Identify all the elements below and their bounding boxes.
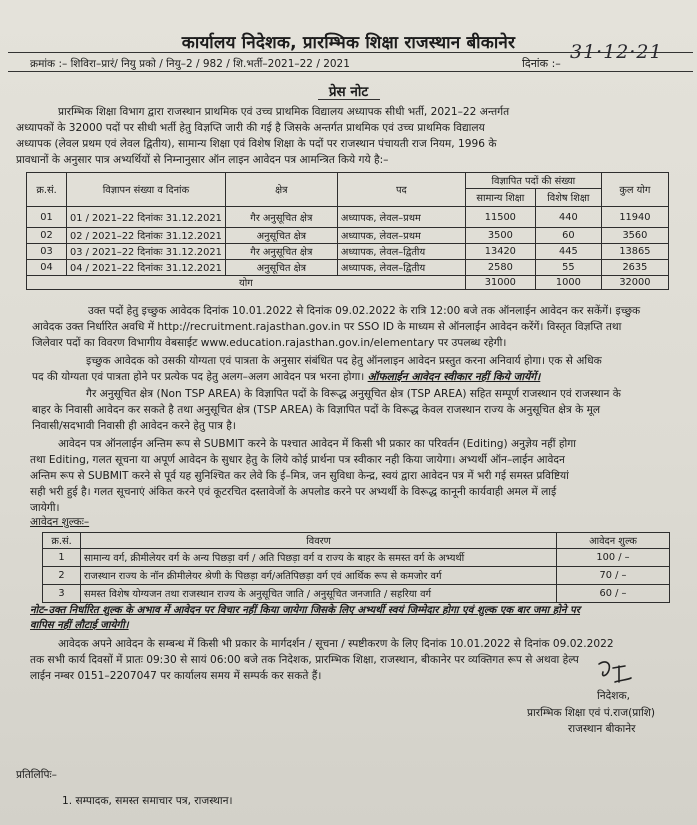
date-label: दिनांक :– <box>522 57 561 70</box>
col-notification: विज्ञापन संख्या व दिनांक <box>67 173 226 207</box>
cell-sno: 01 <box>27 207 67 228</box>
intro-line-1: प्रारम्भिक शिक्षा विभाग द्वारा राजस्थान प्राथमिक एवं उच्च प्राथमिक विद्यालय अध्यापक सीधी भर्ती, 2021–22 अन्तर्गत <box>58 106 510 118</box>
cell-general: 2580 <box>465 260 535 276</box>
fee-col-desc: विवरण <box>81 533 557 549</box>
cell-notification: 04 / 2021–22 दिनांकः 31.12.2021 <box>67 260 226 276</box>
cell-general: 11500 <box>465 207 535 228</box>
cell-area: अनुसूचित क्षेत्र <box>225 228 337 244</box>
copy-heading: प्रतिलिपिः– <box>16 769 57 781</box>
title-underline <box>318 99 380 100</box>
fee-table <box>42 532 670 603</box>
fee-col-sno: क्र.सं. <box>43 533 81 549</box>
cell-special: 60 <box>535 228 601 244</box>
eligibility-text: पद की योग्यता एवं पात्रता होने पर प्रत्येक पद हेतु अलग–अलग आवेदन पत्र भरना होगा। <box>32 371 365 383</box>
cell-post: अध्यापक, लेवल–प्रथम <box>337 228 465 244</box>
cell-post: अध्यापक, लेवल–प्रथम <box>337 207 465 228</box>
eligibility-line-2 <box>32 369 540 385</box>
vacancy-table <box>26 172 669 290</box>
cell-notification: 02 / 2021–22 दिनांकः 31.12.2021 <box>67 228 226 244</box>
intro-line-4: प्रावधानों के अनुसार पात्र अभ्यर्थियों से निम्नानुसार ऑन लाइन आवेदन पत्र आमन्त्रित किये गये है:– <box>16 154 389 166</box>
signature-mark <box>595 658 635 686</box>
total-general: 31000 <box>465 276 535 290</box>
fee-amount: 60 / – <box>557 585 670 603</box>
col-post: पद <box>337 173 465 207</box>
signatory-title: निदेशक, <box>597 690 630 702</box>
editing-line-5: जायेगी। <box>30 502 60 514</box>
contact-line-3: लाईन नम्बर 0151–2207047 पर कार्यालय समय में सम्पर्क कर सकते हैं। <box>30 670 322 682</box>
table-row <box>27 207 669 228</box>
offline-warning: ऑफलाईन आवेदन स्वीकार नहीं किये जायेंगें। <box>367 371 541 383</box>
total-special: 1000 <box>535 276 601 290</box>
cell-sno: 02 <box>27 228 67 244</box>
reference-number: क्रमांक :– शिविरा–प्रारं/ नियु प्रको / नियु–2 / 982 / शि.भर्ती–2021–22 / 2021 <box>30 58 350 70</box>
cell-post: अध्यापक, लेवल–द्वितीय <box>337 260 465 276</box>
area-eligibility-line-1: गैर अनुसूचित क्षेत्र (Non TSP AREA) के विज्ञापित पदों के विरूद्ध अनुसूचित क्षेत्र (TSP AREA) सहित सम्पूर्ण राजस्थान एवं राजस्थान के <box>86 388 621 400</box>
contact-line-1: आवेदक अपने आवेदन के सम्बन्ध में किसी भी प्रकार के मार्गदर्शन / सूचना / स्पष्टीकरण के लिए दिनांक 10.01.2022 से दिनांक 09.02.2022 <box>58 638 614 650</box>
cell-general: 3500 <box>465 228 535 244</box>
col-count-group: विज्ञापित पदों की संख्या <box>465 173 601 189</box>
table-row <box>43 567 670 585</box>
fee-desc: सामान्य वर्ग, क्रीमीलेयर वर्ग के अन्य पिछड़ा वर्ग / अति पिछड़ा वर्ग व राज्य के बाहर के समस्त वर्ग के अभ्यर्थी <box>81 549 557 567</box>
cell-special: 445 <box>535 244 601 260</box>
cell-area: गैर अनुसूचित क्षेत्र <box>225 207 337 228</box>
editing-line-4: सही भरी हुई है। गलत सूचनाएं अंकित करने एवं कूटरचित दस्तावेजों के अपलोड करने पर अभ्यर्थी के विरूद्ध कानूनी कार्यवाही अमल में लाई <box>30 486 557 498</box>
col-total: कुल योग <box>601 173 668 207</box>
table-row <box>27 260 669 276</box>
fee-sno: 2 <box>43 567 81 585</box>
eligibility-line-1: इच्छुक आवेदक को उसकी योग्यता एवं पात्रता के अनुसार संबंधित पद हेतु ऑनलाइन आवेदन प्रस्तुत करना अनिवार्य होगा। एक से अधिक <box>86 355 602 367</box>
press-note-title: प्रेस नोट <box>328 84 369 100</box>
signatory-location: राजस्थान बीकानेर <box>568 723 636 735</box>
fee-amount: 100 / – <box>557 549 670 567</box>
fee-amount: 70 / – <box>557 567 670 585</box>
intro-line-3: अध्यापक (लेवल प्रथम एवं लेवल द्वितीय), सामान्य शिक्षा एवं विशेष शिक्षा के पदों पर राजस्थान पंचायती राज नियम, 1996 के <box>16 138 497 150</box>
note-line-1: नोट–उक्त निर्धारित शुल्क के अभाव में आवेदन पर विचार नहीं किया जायेगा जिसके लिए अभ्यर्थी स्वयं जिम्मेदार होगा एवं शुल्क एक बार जमा होने पर <box>30 605 581 616</box>
cell-total: 11940 <box>601 207 668 228</box>
fee-sno: 3 <box>43 585 81 603</box>
application-dates-line-1: उक्त पदों हेतु इच्छुक आवेदक दिनांक 10.01.2022 से दिनांक 09.02.2022 के रात्रि 12:00 बजे तक ऑनलाईन आवेदन कर सकेंगें। इच्छुक <box>88 305 641 317</box>
fee-sno: 1 <box>43 549 81 567</box>
editing-line-2: तथा Editing, गलत सूचना या अपूर्ण आवेदन के सुधार हेतु के लिये कोई प्रार्थना पत्र स्वीकार नही किया जायेगा। अभ्यर्थी ऑन–लाईन आवेदन <box>30 454 565 466</box>
application-dates-line-2: आवेदक उक्त निर्धारित अवधि में http://recruitment.rajasthan.gov.in पर SSO ID के माध्यम से ऑनलाईन आवेदन करेंगें। विस्तृत विज्ञप्ति तथा <box>32 321 622 333</box>
cell-post: अध्यापक, लेवल–द्वितीय <box>337 244 465 260</box>
cell-special: 55 <box>535 260 601 276</box>
fee-col-amount: आवेदन शुल्क <box>557 533 670 549</box>
table-row <box>27 228 669 244</box>
cell-sno: 03 <box>27 244 67 260</box>
copy-item-1: 1. सम्पादक, समस्त समाचार पत्र, राजस्थान। <box>62 795 233 807</box>
fee-heading: आवेदन शुल्कः– <box>30 516 90 528</box>
area-eligibility-line-2: बाहर के निवासी आवेदन कर सकते है तथा अनुसूचित क्षेत्र (TSP AREA) के विज्ञापित पदों के विरूद्ध केवल राजस्थान राज्य के अनुसूचित क्षेत्र के मूल <box>32 404 601 416</box>
total-label: योग <box>27 276 466 290</box>
table-total-row <box>27 276 669 290</box>
cell-total: 2635 <box>601 260 668 276</box>
col-general: सामान्य शिक्षा <box>465 189 535 207</box>
table-row <box>43 585 670 603</box>
col-area: क्षेत्र <box>225 173 337 207</box>
fee-desc: राजस्थान राज्य के नॉन क्रीमीलेयर श्रेणी के पिछड़ा वर्ग/अतिपिछड़ा वर्ग एवं आर्थिक रूप से कमजोर वर्ग <box>81 567 557 585</box>
cell-total: 13865 <box>601 244 668 260</box>
cell-area: अनुसूचित क्षेत्र <box>225 260 337 276</box>
fee-desc: समस्त विशेष योग्यजन तथा राजस्थान राज्य के अनुसूचित जाति / अनुसूचित जनजाति / सहरिया वर्ग <box>81 585 557 603</box>
office-heading: कार्यालय निदेशक, प्रारम्भिक शिक्षा राजस्थान बीकानेर <box>181 33 516 53</box>
cell-notification: 03 / 2021–22 दिनांकः 31.12.2021 <box>67 244 226 260</box>
area-eligibility-line-3: निवासी/सदभावी निवासी ही आवेदन करने हेतु पात्र है। <box>32 420 236 432</box>
cell-notification: 01 / 2021–22 दिनांकः 31.12.2021 <box>67 207 226 228</box>
intro-line-2: अध्यापकों के 32000 पदों पर सीधी भर्ती हेतु विज्ञप्ति जारी की गई है जिसके अन्तर्गत प्राथमिक एवं उच्च प्राथमिक विद्यालय <box>16 122 485 134</box>
col-sno: क्र.सं. <box>27 173 67 207</box>
table-row <box>43 549 670 567</box>
col-special: विशेष शिक्षा <box>535 189 601 207</box>
note-line-2: वापिस नहीं लौटाई जायेगी। <box>30 620 129 631</box>
editing-line-3: अन्तिम रूप से SUBMIT करने से पूर्व यह सुनिश्चित कर लेवे कि ई–मित्र, जन सुविधा केन्द्र, स्वयं द्वारा आवेदन पत्र में भरी गई समस्त प्रविष्टियां <box>30 470 569 482</box>
header-rule-2 <box>8 71 693 72</box>
total-total: 32000 <box>601 276 668 290</box>
cell-sno: 04 <box>27 260 67 276</box>
cell-general: 13420 <box>465 244 535 260</box>
cell-area: गैर अनुसूचित क्षेत्र <box>225 244 337 260</box>
table-row <box>27 244 669 260</box>
signatory-designation: प्रारम्भिक शिक्षा एवं पं.राज(प्राशि) <box>527 707 656 719</box>
application-dates-line-3: जिलेवार पदों का विवरण विभागीय वेबसाईट www.education.rajasthan.gov.in/elementary पर उपलब्ध रहेगी। <box>32 337 507 349</box>
date-value: 31·12·21 <box>570 41 663 63</box>
cell-special: 440 <box>535 207 601 228</box>
editing-line-1: आवेदन पत्र ऑनलाईन अन्तिम रूप से SUBMIT करने के पश्चात आवेदन में किसी भी प्रकार का परिवर्तन (Editing) अनुज्ञेय नहीं होगा <box>58 438 576 450</box>
contact-line-2: तक सभी कार्य दिवसों में प्रातः 09:30 से सायं 06:00 बजे तक निदेशक, प्रारम्भिक शिक्षा, राजस्थान, बीकानेर पर व्यक्तिगत रूप से अथवा हेल्प <box>30 654 579 666</box>
cell-total: 3560 <box>601 228 668 244</box>
